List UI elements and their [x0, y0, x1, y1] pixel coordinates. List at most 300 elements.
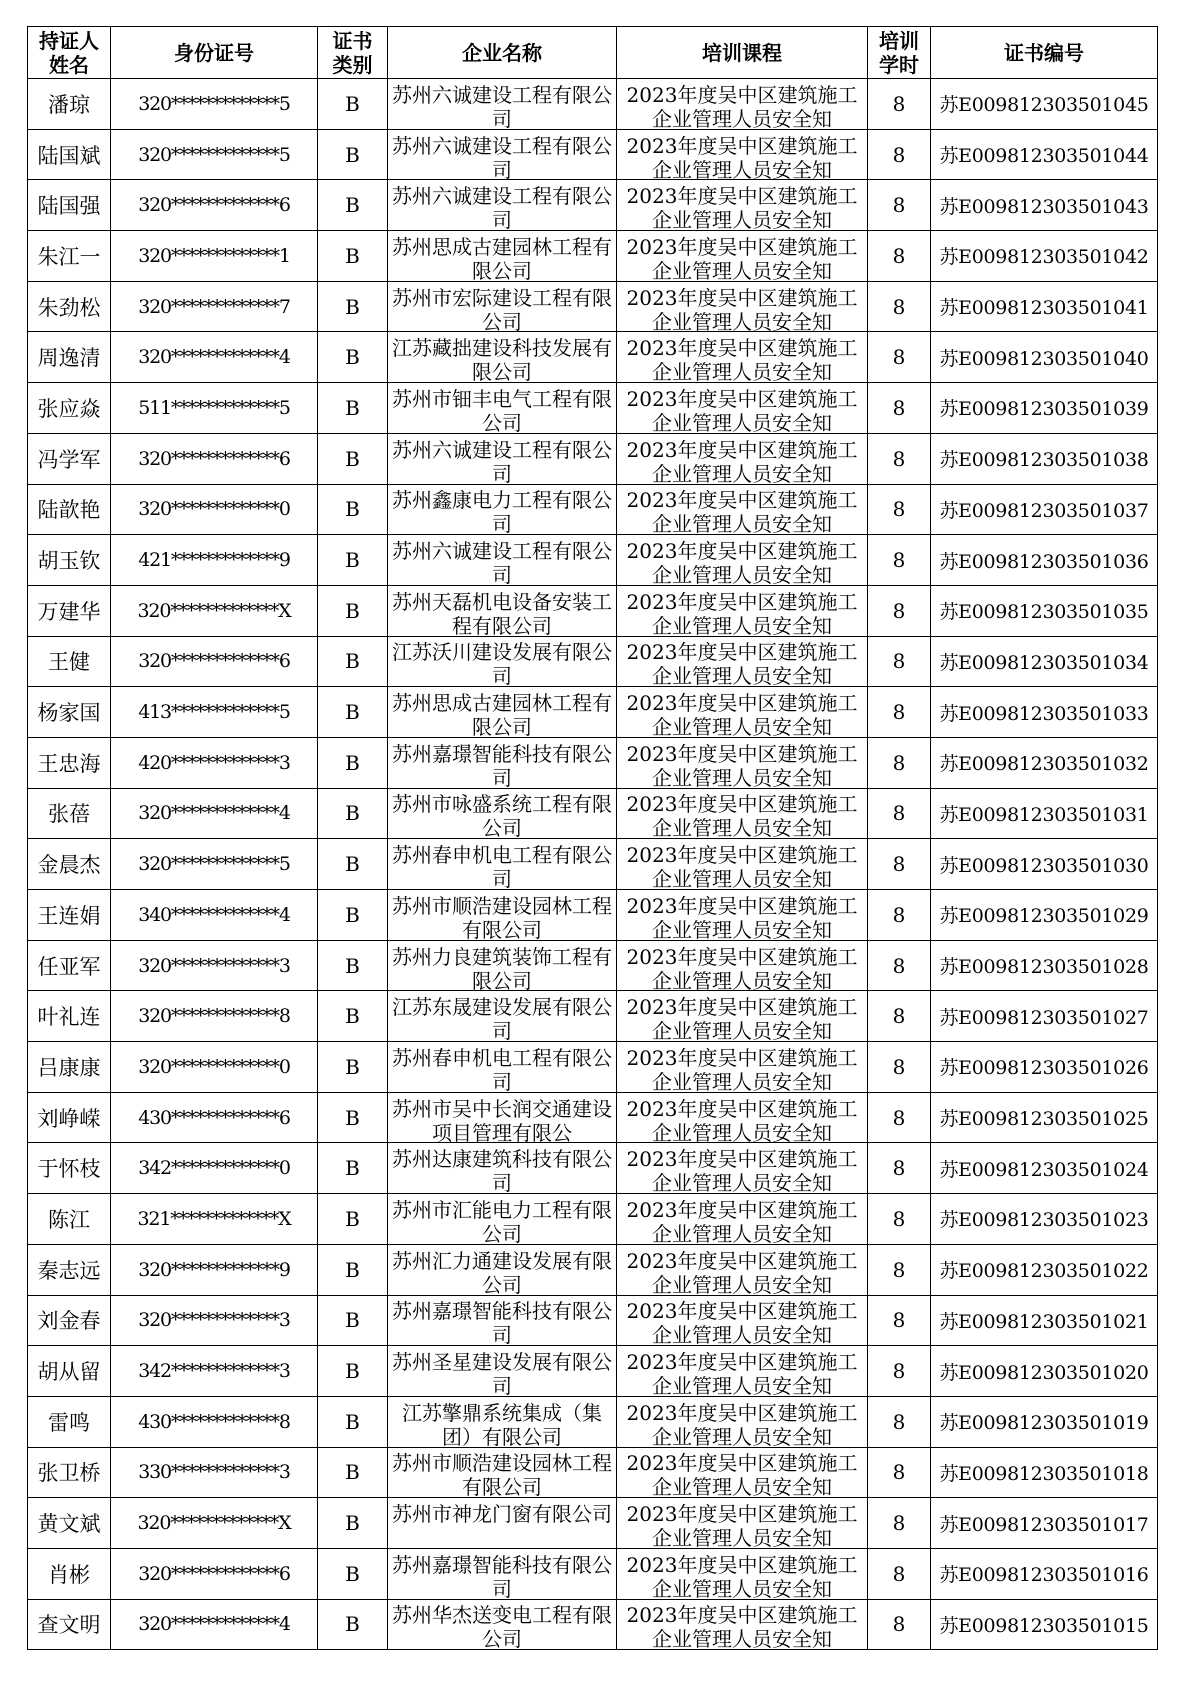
hours-cell: 8 [868, 1042, 931, 1093]
header-hours [868, 27, 931, 79]
course-cell [617, 79, 868, 130]
header-category-line-2: 类别 [332, 52, 373, 77]
course-cell [617, 940, 868, 991]
cert-number-cell: 苏E009812303501021 [931, 1295, 1158, 1346]
company-cell [388, 433, 617, 484]
holder-name-cell: 王健 [28, 636, 111, 687]
category-cell: B [318, 433, 388, 484]
course-cell-text: 2023年度吴中区建筑施工企业管理人员安全知 [626, 1197, 858, 1243]
cert-number-cell: 苏E009812303501029 [931, 890, 1158, 941]
hours-cell: 8 [868, 180, 931, 231]
category-cell: B [318, 1548, 388, 1599]
hours-cell: 8 [868, 129, 931, 180]
course-cell-text: 2023年度吴中区建筑施工企业管理人员安全知 [626, 184, 858, 230]
course-cell [617, 1092, 868, 1143]
id-number-cell: 511*************5 [111, 383, 318, 434]
cert-number-cell: 苏E009812303501032 [931, 737, 1158, 788]
company-cell-text: 江苏藏拙建设科技发展有限公司 [392, 336, 612, 382]
category-cell: B [318, 636, 388, 687]
company-cell-text: 苏州春申机电工程有限公司 [392, 1045, 612, 1091]
hours-cell: 8 [868, 484, 931, 535]
course-cell [617, 383, 868, 434]
table-row [28, 940, 1158, 991]
holder-name-cell: 陈江 [28, 1194, 111, 1245]
cert-number-cell: 苏E009812303501039 [931, 383, 1158, 434]
course-cell-text: 2023年度吴中区建筑施工企业管理人员安全知 [626, 1603, 858, 1649]
course-cell [617, 129, 868, 180]
course-cell [617, 1396, 868, 1447]
company-cell [388, 129, 617, 180]
course-cell-text: 2023年度吴中区建筑施工企业管理人员安全知 [626, 82, 858, 128]
company-cell [388, 1295, 617, 1346]
holder-name-cell: 肖彬 [28, 1548, 111, 1599]
company-cell [388, 535, 617, 586]
course-cell [617, 1447, 868, 1498]
company-cell [388, 1092, 617, 1143]
company-cell-text: 苏州鑫康电力工程有限公司 [392, 488, 612, 534]
course-cell-text: 2023年度吴中区建筑施工企业管理人员安全知 [626, 792, 858, 838]
holder-name-cell: 陆国斌 [28, 129, 111, 180]
company-cell [388, 636, 617, 687]
course-cell-text: 2023年度吴中区建筑施工企业管理人员安全知 [626, 285, 858, 331]
category-cell: B [318, 129, 388, 180]
header-name-line-2: 姓名 [49, 52, 89, 77]
cert-number-cell: 苏E009812303501033 [931, 687, 1158, 738]
company-cell-text: 苏州春申机电工程有限公司 [392, 843, 612, 889]
hours-cell: 8 [868, 890, 931, 941]
hours-cell: 8 [868, 1143, 931, 1194]
hours-cell: 8 [868, 79, 931, 130]
holder-name-cell: 秦志远 [28, 1244, 111, 1295]
certificate-table [27, 26, 1158, 1650]
company-cell-text: 苏州六诚建设工程有限公司 [392, 133, 612, 179]
course-cell [617, 636, 868, 687]
id-number-cell: 413*************5 [111, 687, 318, 738]
table-row [28, 433, 1158, 484]
course-cell [617, 433, 868, 484]
hours-cell: 8 [868, 839, 931, 890]
company-cell [388, 1447, 617, 1498]
course-cell-text: 2023年度吴中区建筑施工企业管理人员安全知 [626, 1147, 858, 1193]
hours-cell: 8 [868, 281, 931, 332]
course-cell-text: 2023年度吴中区建筑施工企业管理人员安全知 [626, 1096, 858, 1142]
company-cell-text: 苏州六诚建设工程有限公司 [392, 539, 612, 585]
id-number-cell: 320*************6 [111, 1548, 318, 1599]
table-row [28, 1194, 1158, 1245]
hours-cell: 8 [868, 788, 931, 839]
category-cell: B [318, 1143, 388, 1194]
holder-name-cell: 陆国强 [28, 180, 111, 231]
table-row [28, 1143, 1158, 1194]
course-cell [617, 535, 868, 586]
company-cell [388, 839, 617, 890]
cert-number-cell: 苏E009812303501036 [931, 535, 1158, 586]
company-cell-text: 苏州天磊机电设备安装工程有限公司 [392, 589, 612, 635]
cert-number-cell: 苏E009812303501018 [931, 1447, 1158, 1498]
company-cell [388, 1346, 617, 1397]
course-cell-text: 2023年度吴中区建筑施工企业管理人员安全知 [626, 843, 858, 889]
id-number-cell: 320*************3 [111, 940, 318, 991]
company-cell-text: 苏州嘉璟智能科技有限公司 [392, 741, 612, 787]
company-cell-text: 苏州市顺浩建设园林工程有限公司 [392, 893, 612, 939]
cert-number-cell: 苏E009812303501020 [931, 1346, 1158, 1397]
cert-number-cell: 苏E009812303501023 [931, 1194, 1158, 1245]
course-cell [617, 281, 868, 332]
company-cell [388, 1498, 617, 1549]
company-cell-text: 苏州思成古建园林工程有限公司 [392, 691, 612, 737]
cert-number-cell: 苏E009812303501042 [931, 231, 1158, 282]
hours-cell: 8 [868, 1346, 931, 1397]
id-number-cell: 430*************6 [111, 1092, 318, 1143]
course-cell [617, 1194, 868, 1245]
company-cell-text: 苏州六诚建设工程有限公司 [392, 437, 612, 483]
company-cell [388, 1042, 617, 1093]
category-cell: B [318, 1447, 388, 1498]
company-cell-text: 苏州市汇能电力工程有限公司 [392, 1197, 612, 1243]
id-number-cell: 320*************X [111, 585, 318, 636]
holder-name-cell: 胡玉钦 [28, 535, 111, 586]
company-cell [388, 180, 617, 231]
table-row [28, 991, 1158, 1042]
course-cell [617, 737, 868, 788]
cert-number-cell: 苏E009812303501038 [931, 433, 1158, 484]
table-row [28, 1295, 1158, 1346]
id-number-cell: 330*************3 [111, 1447, 318, 1498]
table-row [28, 1092, 1158, 1143]
category-cell: B [318, 940, 388, 991]
table-row [28, 484, 1158, 535]
hours-cell: 8 [868, 1244, 931, 1295]
holder-name-cell: 冯学军 [28, 433, 111, 484]
category-cell: B [318, 1396, 388, 1447]
category-cell: B [318, 231, 388, 282]
course-cell [617, 1548, 868, 1599]
hours-cell: 8 [868, 1447, 931, 1498]
category-cell: B [318, 535, 388, 586]
id-number-cell: 320*************4 [111, 788, 318, 839]
holder-name-cell: 于怀枝 [28, 1143, 111, 1194]
table-row [28, 535, 1158, 586]
header-id-number: 身份证号 [111, 27, 318, 79]
category-cell: B [318, 281, 388, 332]
cert-number-cell: 苏E009812303501019 [931, 1396, 1158, 1447]
header-hours-line-1: 培训 [879, 28, 919, 53]
holder-name-cell: 张卫桥 [28, 1447, 111, 1498]
hours-cell: 8 [868, 991, 931, 1042]
company-cell [388, 585, 617, 636]
cert-number-cell: 苏E009812303501034 [931, 636, 1158, 687]
category-cell: B [318, 79, 388, 130]
cert-number-cell: 苏E009812303501026 [931, 1042, 1158, 1093]
category-cell: B [318, 484, 388, 535]
company-cell-text: 苏州汇力通建设发展有限公司 [392, 1248, 612, 1294]
cert-number-cell: 苏E009812303501041 [931, 281, 1158, 332]
holder-name-cell: 陆歆艳 [28, 484, 111, 535]
cert-number-cell: 苏E009812303501035 [931, 585, 1158, 636]
hours-cell: 8 [868, 383, 931, 434]
course-cell-text: 2023年度吴中区建筑施工企业管理人员安全知 [626, 336, 858, 382]
course-cell-text: 2023年度吴中区建筑施工企业管理人员安全知 [626, 691, 858, 737]
hours-cell: 8 [868, 332, 931, 383]
category-cell: B [318, 1599, 388, 1650]
company-cell [388, 687, 617, 738]
company-cell-text: 苏州华杰送变电工程有限公司 [392, 1603, 612, 1649]
holder-name-cell: 潘琼 [28, 79, 111, 130]
id-number-cell: 320*************1 [111, 231, 318, 282]
table-row [28, 1244, 1158, 1295]
id-number-cell: 320*************3 [111, 1295, 318, 1346]
category-cell: B [318, 180, 388, 231]
company-cell-text: 苏州市神龙门窗有限公司 [392, 1502, 612, 1527]
category-cell: B [318, 1295, 388, 1346]
id-number-cell: 320*************4 [111, 1599, 318, 1650]
id-number-cell: 320*************5 [111, 839, 318, 890]
id-number-cell: 420*************3 [111, 737, 318, 788]
company-cell-text: 苏州六诚建设工程有限公司 [392, 184, 612, 230]
hours-cell: 8 [868, 1396, 931, 1447]
hours-cell: 8 [868, 940, 931, 991]
course-cell [617, 231, 868, 282]
company-cell-text: 苏州思成古建园林工程有限公司 [392, 234, 612, 280]
id-number-cell: 320*************5 [111, 79, 318, 130]
course-cell-text: 2023年度吴中区建筑施工企业管理人员安全知 [626, 944, 858, 990]
course-cell-text: 2023年度吴中区建筑施工企业管理人员安全知 [626, 995, 858, 1041]
company-cell [388, 737, 617, 788]
hours-cell: 8 [868, 585, 931, 636]
cert-number-cell: 苏E009812303501037 [931, 484, 1158, 535]
course-cell [617, 1042, 868, 1093]
table-row [28, 79, 1158, 130]
course-cell-text: 2023年度吴中区建筑施工企业管理人员安全知 [626, 539, 858, 585]
table-row [28, 281, 1158, 332]
id-number-cell: 320*************8 [111, 991, 318, 1042]
table-row [28, 636, 1158, 687]
course-cell-text: 2023年度吴中区建筑施工企业管理人员安全知 [626, 1299, 858, 1345]
table-row [28, 1346, 1158, 1397]
category-cell: B [318, 1092, 388, 1143]
id-number-cell: 320*************5 [111, 129, 318, 180]
company-cell-text: 苏州力良建筑装饰工程有限公司 [392, 944, 612, 990]
company-cell-text: 苏州嘉璟智能科技有限公司 [392, 1299, 612, 1345]
holder-name-cell: 杨家国 [28, 687, 111, 738]
table-row [28, 1447, 1158, 1498]
cert-number-cell: 苏E009812303501027 [931, 991, 1158, 1042]
id-number-cell: 342*************3 [111, 1346, 318, 1397]
company-cell-text: 苏州圣星建设发展有限公司 [392, 1350, 612, 1396]
course-cell [617, 180, 868, 231]
id-number-cell: 320*************0 [111, 484, 318, 535]
course-cell-text: 2023年度吴中区建筑施工企业管理人员安全知 [626, 437, 858, 483]
hours-cell: 8 [868, 433, 931, 484]
id-number-cell: 321*************X [111, 1194, 318, 1245]
id-number-cell: 320*************9 [111, 1244, 318, 1295]
table-row [28, 383, 1158, 434]
holder-name-cell: 万建华 [28, 585, 111, 636]
hours-cell: 8 [868, 687, 931, 738]
holder-name-cell: 刘金春 [28, 1295, 111, 1346]
company-cell [388, 890, 617, 941]
id-number-cell: 342*************0 [111, 1143, 318, 1194]
table-row [28, 687, 1158, 738]
company-cell [388, 1599, 617, 1650]
header-category [318, 27, 388, 79]
holder-name-cell: 张应焱 [28, 383, 111, 434]
table-row [28, 180, 1158, 231]
holder-name-cell: 王忠海 [28, 737, 111, 788]
header-name-line-1: 持证人 [39, 28, 99, 53]
holder-name-cell: 周逸清 [28, 332, 111, 383]
table-row [28, 890, 1158, 941]
course-cell [617, 687, 868, 738]
company-cell-text: 苏州市顺浩建设园林工程有限公司 [392, 1451, 612, 1497]
holder-name-cell: 张蓓 [28, 788, 111, 839]
course-cell-text: 2023年度吴中区建筑施工企业管理人员安全知 [626, 1502, 858, 1548]
cert-number-cell: 苏E009812303501028 [931, 940, 1158, 991]
company-cell-text: 苏州市宏际建设工程有限公司 [392, 285, 612, 331]
id-number-cell: 320*************4 [111, 332, 318, 383]
table-body [28, 79, 1158, 1650]
category-cell: B [318, 737, 388, 788]
category-cell: B [318, 1498, 388, 1549]
id-number-cell: 320*************6 [111, 636, 318, 687]
course-cell-text: 2023年度吴中区建筑施工企业管理人员安全知 [626, 1045, 858, 1091]
company-cell-text: 苏州达康建筑科技有限公司 [392, 1147, 612, 1193]
course-cell-text: 2023年度吴中区建筑施工企业管理人员安全知 [626, 640, 858, 686]
id-number-cell: 320*************X [111, 1498, 318, 1549]
hours-cell: 8 [868, 231, 931, 282]
table-row [28, 737, 1158, 788]
category-cell: B [318, 585, 388, 636]
hours-cell: 8 [868, 1548, 931, 1599]
holder-name-cell: 胡从留 [28, 1346, 111, 1397]
hours-cell: 8 [868, 1498, 931, 1549]
table-row [28, 1042, 1158, 1093]
category-cell: B [318, 788, 388, 839]
holder-name-cell: 查文明 [28, 1599, 111, 1650]
course-cell [617, 1599, 868, 1650]
category-cell: B [318, 1346, 388, 1397]
course-cell-text: 2023年度吴中区建筑施工企业管理人员安全知 [626, 234, 858, 280]
company-cell [388, 1244, 617, 1295]
company-cell-text: 江苏擎鼎系统集成（集团）有限公司 [402, 1400, 602, 1446]
company-cell-text: 江苏沃川建设发展有限公司 [392, 640, 612, 686]
company-cell [388, 788, 617, 839]
holder-name-cell: 叶礼连 [28, 991, 111, 1042]
company-cell [388, 1548, 617, 1599]
table-row [28, 1599, 1158, 1650]
category-cell: B [318, 383, 388, 434]
cert-number-cell: 苏E009812303501024 [931, 1143, 1158, 1194]
course-cell [617, 788, 868, 839]
course-cell-text: 2023年度吴中区建筑施工企业管理人员安全知 [626, 893, 858, 939]
company-cell-text: 苏州六诚建设工程有限公司 [392, 82, 612, 128]
company-cell [388, 281, 617, 332]
cert-number-cell: 苏E009812303501043 [931, 180, 1158, 231]
table-header [28, 27, 1158, 79]
table-row [28, 1396, 1158, 1447]
table-row [28, 1548, 1158, 1599]
hours-cell: 8 [868, 636, 931, 687]
course-cell-text: 2023年度吴中区建筑施工企业管理人员安全知 [626, 741, 858, 787]
id-number-cell: 320*************0 [111, 1042, 318, 1093]
hours-cell: 8 [868, 1295, 931, 1346]
course-cell [617, 1244, 868, 1295]
table-row [28, 788, 1158, 839]
id-number-cell: 430*************8 [111, 1396, 318, 1447]
hours-cell: 8 [868, 535, 931, 586]
id-number-cell: 320*************7 [111, 281, 318, 332]
course-cell-text: 2023年度吴中区建筑施工企业管理人员安全知 [626, 589, 858, 635]
cert-number-cell: 苏E009812303501016 [931, 1548, 1158, 1599]
holder-name-cell: 朱劲松 [28, 281, 111, 332]
company-cell [388, 79, 617, 130]
course-cell-text: 2023年度吴中区建筑施工企业管理人员安全知 [626, 488, 858, 534]
id-number-cell: 340*************4 [111, 890, 318, 941]
course-cell-text: 2023年度吴中区建筑施工企业管理人员安全知 [626, 1400, 858, 1446]
course-cell [617, 839, 868, 890]
cert-number-cell: 苏E009812303501044 [931, 129, 1158, 180]
company-cell [388, 1194, 617, 1245]
course-cell [617, 1295, 868, 1346]
course-cell [617, 332, 868, 383]
header-course: 培训课程 [617, 27, 868, 79]
company-cell-text: 苏州市咏盛系统工程有限公司 [392, 792, 612, 838]
category-cell: B [318, 1042, 388, 1093]
course-cell-text: 2023年度吴中区建筑施工企业管理人员安全知 [626, 1552, 858, 1598]
hours-cell: 8 [868, 1092, 931, 1143]
holder-name-cell: 任亚军 [28, 940, 111, 991]
cert-number-cell: 苏E009812303501030 [931, 839, 1158, 890]
cert-number-cell: 苏E009812303501040 [931, 332, 1158, 383]
hours-cell: 8 [868, 737, 931, 788]
cert-number-cell: 苏E009812303501017 [931, 1498, 1158, 1549]
course-cell [617, 991, 868, 1042]
cert-number-cell: 苏E009812303501022 [931, 1244, 1158, 1295]
holder-name-cell: 黄文斌 [28, 1498, 111, 1549]
course-cell [617, 1143, 868, 1194]
cert-number-cell: 苏E009812303501045 [931, 79, 1158, 130]
table-row [28, 231, 1158, 282]
company-cell [388, 383, 617, 434]
course-cell-text: 2023年度吴中区建筑施工企业管理人员安全知 [626, 1451, 858, 1497]
category-cell: B [318, 991, 388, 1042]
company-cell [388, 484, 617, 535]
table-row [28, 129, 1158, 180]
category-cell: B [318, 1244, 388, 1295]
company-cell-text: 苏州市吴中长润交通建设项目管理有限公 [392, 1096, 612, 1142]
category-cell: B [318, 1194, 388, 1245]
cert-number-cell: 苏E009812303501031 [931, 788, 1158, 839]
course-cell [617, 585, 868, 636]
cert-number-cell: 苏E009812303501025 [931, 1092, 1158, 1143]
table-row [28, 1498, 1158, 1549]
company-cell [388, 1143, 617, 1194]
company-cell-text: 苏州市钿丰电气工程有限公司 [392, 386, 612, 432]
company-cell [388, 332, 617, 383]
category-cell: B [318, 890, 388, 941]
id-number-cell: 320*************6 [111, 433, 318, 484]
course-cell [617, 1498, 868, 1549]
holder-name-cell: 王连娟 [28, 890, 111, 941]
table-row [28, 585, 1158, 636]
course-cell [617, 890, 868, 941]
course-cell-text: 2023年度吴中区建筑施工企业管理人员安全知 [626, 133, 858, 179]
course-cell [617, 1346, 868, 1397]
course-cell [617, 484, 868, 535]
holder-name-cell: 雷鸣 [28, 1396, 111, 1447]
header-row [28, 27, 1158, 79]
category-cell: B [318, 839, 388, 890]
